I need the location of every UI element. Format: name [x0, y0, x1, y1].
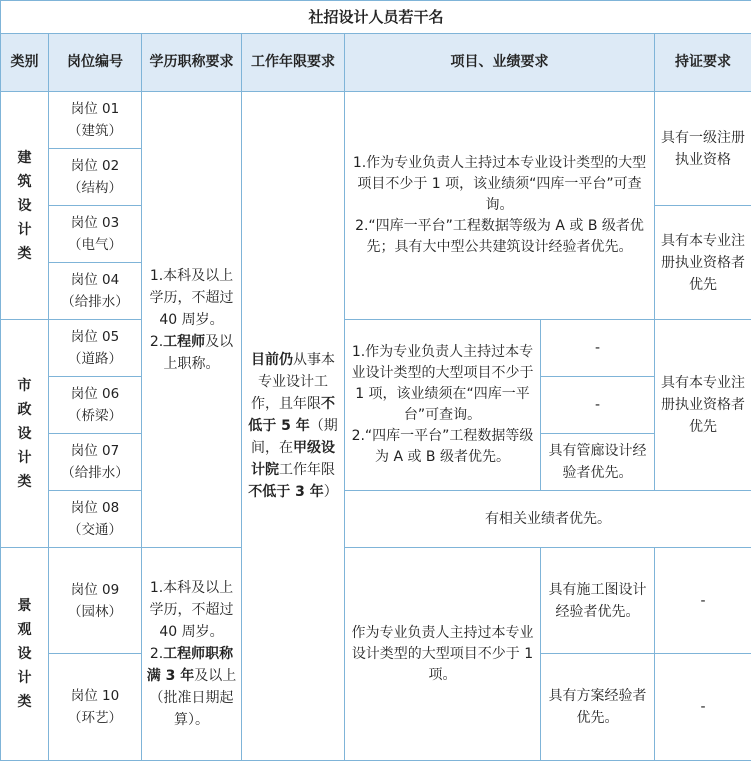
post-10 — [49, 654, 142, 761]
header-certificate: 持证要求 — [655, 34, 751, 92]
education-suffix: 及以上职称。 — [163, 333, 234, 372]
project-landscape: 作为专业负责人主持过本专业设计类型的大型项目不少于 1 项。 — [345, 548, 541, 761]
header-experience: 工作年限要求 — [242, 34, 345, 92]
project-extra-10: 具有方案经验者优先。 — [541, 654, 655, 761]
project-line: 1.作为专业负责人主持过本专业设计类型的大型项目不少于 1 项，该业绩须在“四库一平台”可查询。 — [351, 344, 534, 423]
post-08 — [49, 491, 142, 548]
header-post-id: 岗位编号 — [49, 34, 142, 92]
certificate-registered-architecture: 具有本专业注册执业资格者优先 — [655, 206, 751, 320]
category-char: 建 — [17, 149, 32, 166]
education-line: 1.本科及以上学历，不超过 40 周岁。 — [149, 580, 234, 640]
category-char: 计 — [17, 221, 32, 238]
post-code: 岗位 09 — [70, 581, 120, 598]
project-line: 2.“四库一平台”工程数据等级为 A 或 B 级者优先。 — [351, 428, 534, 465]
category-char: 类 — [17, 245, 32, 262]
project-extra-09: 具有施工图设计经验者优先。 — [541, 548, 655, 654]
header-category — [1, 34, 49, 92]
post-name: （给排水） — [61, 294, 129, 310]
project-architecture — [345, 92, 655, 320]
certificate-landscape-09: - — [655, 548, 751, 654]
category-char: 计 — [17, 449, 32, 466]
project-extra-05: - — [541, 320, 655, 377]
certificate-first-class: 具有一级注册执业资格 — [655, 92, 751, 206]
education-line — [146, 331, 237, 375]
post-code: 岗位 10 — [70, 688, 120, 704]
post-code: 岗位 07 — [70, 443, 120, 459]
post-code: 岗位 02 — [70, 158, 120, 174]
experience-bold: 甲级设计院 — [251, 440, 335, 478]
header-project: 项目、业绩要求 — [345, 34, 655, 92]
post-name: （结构） — [68, 180, 122, 196]
post-01 — [49, 92, 142, 149]
project-municipal — [345, 320, 541, 491]
category-char: 类 — [17, 694, 32, 710]
post-04 — [49, 263, 142, 320]
project-line: 1.作为专业负责人主持过本专业设计类型的大型项目不少于 1 项，该业绩须“四库一平台”可查询。 — [352, 155, 647, 213]
post-code: 岗位 01 — [70, 101, 120, 117]
category-municipal — [1, 320, 49, 548]
project-line: 2.“四库一平台”工程数据等级为 A 或 B 级者优先；具有大中型公共建筑设计经验者优先。 — [355, 218, 644, 255]
table-title: 社招设计人员若干名 — [1, 1, 751, 34]
certificate-registered-municipal: 具有本专业注册执业资格者优先 — [655, 320, 751, 491]
category-char: 市 — [17, 377, 32, 394]
post-name: （道路） — [68, 351, 122, 367]
education-prefix: 2. — [149, 646, 164, 662]
header-category-label: 类别 — [10, 54, 39, 70]
project-traffic: 有相关业绩者优先。 — [345, 491, 751, 548]
post-05 — [49, 320, 142, 377]
post-02 — [49, 149, 142, 206]
experience-bold: 不低于 5 年 — [248, 396, 335, 434]
post-name: （电气） — [68, 237, 122, 253]
post-code: 岗位 04 — [70, 272, 120, 288]
education-line: 1.本科及以上学历，不超过 40 周岁。 — [149, 267, 234, 328]
project-extra-07: 具有管廊设计经验者优先。 — [541, 434, 655, 491]
post-code: 岗位 08 — [70, 500, 120, 516]
education-bold: 工程师 — [163, 333, 206, 350]
post-name: （园林） — [68, 603, 122, 620]
experience-text: （期间，在 — [251, 418, 338, 456]
post-07 — [49, 434, 142, 491]
post-name: （环艺） — [68, 710, 122, 726]
certificate-landscape-10: - — [655, 654, 751, 761]
category-char: 观 — [17, 622, 32, 638]
category-char: 类 — [17, 473, 32, 490]
category-landscape — [1, 548, 49, 761]
experience-text: ） — [323, 484, 338, 500]
experience-bold: 目前仍 — [251, 352, 293, 368]
category-char: 政 — [17, 401, 32, 418]
experience-requirement — [242, 92, 345, 761]
experience-text: 工作年限 — [279, 462, 335, 478]
category-char: 筑 — [17, 173, 32, 190]
category-char: 设 — [17, 425, 32, 442]
category-char: 设 — [17, 197, 32, 214]
post-name: （给排水） — [61, 465, 129, 481]
post-code: 岗位 05 — [70, 329, 120, 345]
project-extra-06: - — [541, 377, 655, 434]
education-group-1 — [142, 92, 242, 548]
header-education: 学历职称要求 — [142, 34, 242, 92]
category-architecture — [1, 92, 49, 320]
post-03 — [49, 206, 142, 263]
post-code: 岗位 03 — [70, 215, 120, 231]
education-prefix: 2. — [149, 333, 164, 350]
post-06 — [49, 377, 142, 434]
post-name: （桥梁） — [68, 408, 122, 424]
category-char: 计 — [17, 670, 32, 686]
experience-text: 从事本专业设计工作，且年限 — [251, 352, 335, 412]
category-char: 设 — [17, 646, 32, 662]
post-name: （交通） — [68, 522, 122, 538]
post-name: （建筑） — [68, 123, 122, 139]
post-code: 岗位 06 — [70, 386, 120, 402]
education-bold: 工程师职称满 3 年 — [146, 646, 234, 684]
education-suffix: 及以上（批准日期起算）。 — [149, 668, 237, 728]
education-group-2 — [142, 548, 242, 761]
post-09 — [49, 548, 142, 654]
category-char: 景 — [17, 598, 32, 614]
education-line — [146, 643, 237, 731]
experience-bold: 不低于 3 年 — [248, 484, 324, 500]
